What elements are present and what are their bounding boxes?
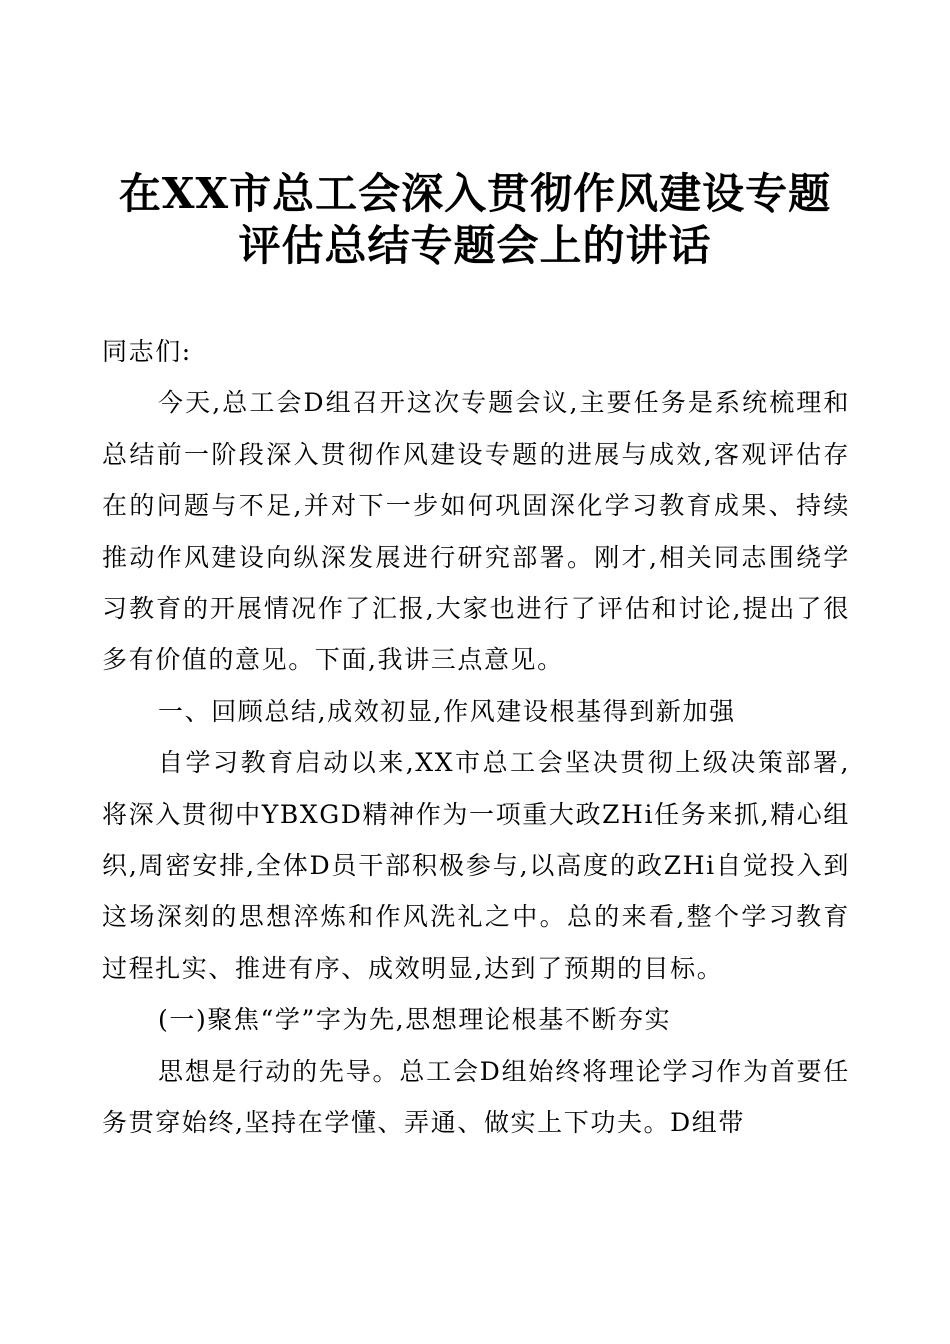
paragraph-section-1: 自学习教育启动以来,XX市总工会坚决贯彻上级决策部署,将深入贯彻中YBXGD精神作为一项重大政ZHi任务来抓,精心组织,周密安排,全体D员干部积极参与,以高度的政ZHi自觉投入到这场深刻的思想淬炼和作风洗礼之中。总的来看,整个学习教育过程扎实、推进有序、成效明显,达到了预期的目标。 [102, 748, 850, 983]
paragraph-intro: 今天,总工会D组召开这次专题会议,主要任务是系统梳理和总结前一阶段深入贯彻作风建设专题的进展与成效,客观评估存在的问题与不足,并对下一步如何巩固深化学习教育成果、持续推动作风建设向纵深发展进行研究部署。刚才,相关同志围绕学习教育的开展情况作了汇报,大家也进行了评估和讨论,提出了很多有价值的意见。下面,我讲三点意见。 [102, 388, 850, 675]
document-body [102, 326, 850, 1149]
subsection-heading-1: (一)聚焦“学”字为先,思想理论根基不断夯实 [158, 1005, 672, 1035]
document-title: 在XX市总工会深入贯彻作风建设专题评估总结专题会上的讲话 [118, 169, 832, 270]
salutation: 同志们: [102, 337, 192, 366]
paragraph-subsection-1: 思想是行动的先导。总工会D组始终将理论学习作为首要任务贯穿始终,坚持在学懂、弄通、做实上下功夫。D组带 [102, 1056, 850, 1138]
section-heading-1: 一、回顾总结,成效初显,作风建设根基得到新加强 [158, 696, 736, 726]
